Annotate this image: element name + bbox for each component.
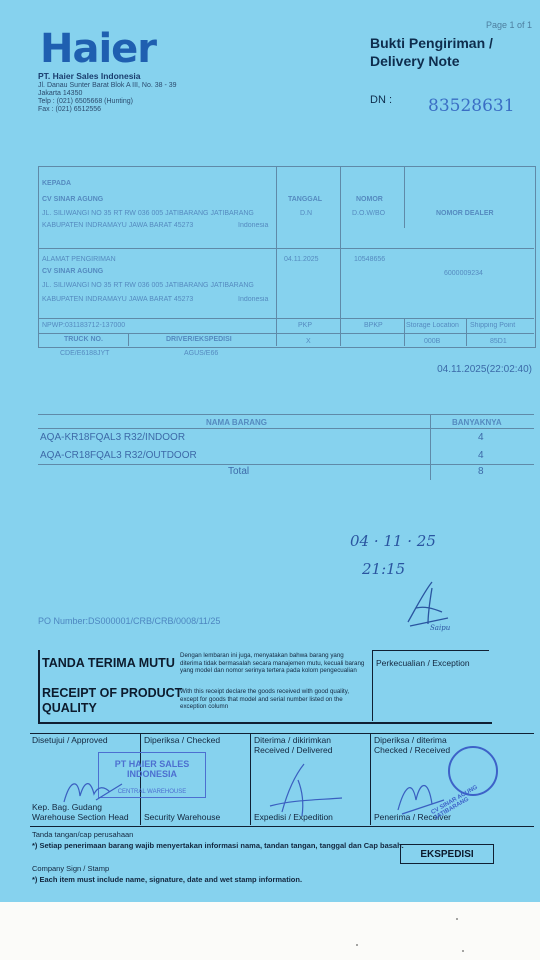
col-dn: D.N [300,210,313,217]
receipt-text-id: Dengan lembaran ini juga, menyatakan bahwa barang yang diterima tidak bermasalah secara manajemen mutu, kecuali barang yang model dan nomor serinya tertera pada kolom pengecualian [180,652,365,674]
truck-value: CDE/E6188JYT [60,350,110,357]
kepada-label: KEPADA [42,180,72,187]
frame-divider [404,166,405,228]
items-divider [430,414,431,480]
truck-label: TRUCK NO. [64,336,103,343]
company-name: PT. Haier Sales Indonesia [38,71,141,81]
recipient-name: CV SINAR AGUNG [42,196,104,203]
ship-name: CV SINAR AGUNG [42,268,104,275]
paper-speck [356,944,358,946]
item-row-qty: 4 [478,432,484,443]
footer-sign-en: Company Sign / Stamp [32,864,110,873]
items-qty-header: BANYAKNYA [452,418,502,427]
receiver-label: Penerima / Receiver [374,812,452,822]
sign-received-label-1: Diperiksa / diterima [374,735,447,745]
pkp-value: X [306,338,311,345]
address-line: Jakarta 14350 [38,90,83,97]
frame-divider [466,318,467,346]
col-dowbo: D.O.W/BO [352,210,386,217]
date-value: 04.11.2025 [284,256,319,263]
stamp-text-2: CENTRAL WAREHOUSE [117,789,187,795]
frame-divider [404,318,405,346]
recipient-country: Indonesia [238,222,269,229]
print-datetime: 04.11.2025(22:02:40) [437,364,532,375]
ship-label: ALAMAT PENGIRIMAN [42,256,116,263]
security-label: Security Warehouse [144,812,221,822]
paper-speck [462,950,464,952]
recipient-address-1: JL. SILIWANGI NO 35 RT RW 036 005 JATIBARANG JATIBARANG [42,210,254,217]
ship-country: Indonesia [238,296,269,303]
sign-checked-label: Diperiksa / Checked [144,735,221,745]
ekspedisi-box: EKSPEDISI [400,844,494,864]
receiver-stamp-text: CV SINAR AGUNG JATIBARANG [430,784,479,822]
do-value: 10548656 [354,256,386,263]
frame-divider [340,166,341,346]
haier-logo: Haier [40,26,157,72]
signature-divider [250,733,251,825]
items-total-value: 8 [478,466,484,477]
document-title [370,34,493,70]
items-rule [38,428,534,429]
signature-scribble-expedition [262,760,352,818]
driver-label: DRIVER/EKSPEDISI [166,336,232,343]
footer-note-id: *) Setiap penerimaan barang wajib menyertakan informasi nama, tandan tangan, tanggal dan Cap basah. [32,841,404,850]
recipient-address-2: KABUPATEN INDRAMAYU JAWA BARAT 45273 [42,222,194,229]
sign-delivered-label-2: Received / Delivered [254,745,333,755]
title-line-2: Delivery Note [370,53,460,69]
driver-value: AGUS/E66 [184,350,219,357]
frame-rule [38,248,534,249]
expedition-label: Expedisi / Expedition [254,812,333,822]
address-line: Fax : (021) 6512556 [38,106,102,113]
receipt-title-id: TANDA TERIMA MUTU [42,656,175,670]
paper-speck [456,918,458,920]
col-nomor-dealer: NOMOR DEALER [436,210,494,217]
sign-received-label-2: Checked / Received [374,745,451,755]
items-name-header: NAMA BARANG [206,418,268,427]
item-row-name: AQA-CR18FQAL3 R32/OUTDOOR [40,450,197,461]
item-row-name: AQA-KR18FQAL3 R32/INDOOR [40,432,186,443]
frame-rule [38,333,534,334]
po-number: PO Number:DS000001/CRB/CRB/0008/11/25 [38,616,221,626]
frame-divider [128,333,129,346]
signature-divider [370,733,371,825]
receipt-text-en: With this receipt declare the goods received with good quality, except for goods that model and serial number listed on the exception column [180,688,350,710]
handwritten-time: 21:15 [362,560,406,578]
receipt-title-en-2: QUALITY [42,701,97,715]
title-line-1: Bukti Pengiriman / [370,35,493,51]
col-nomor: NOMOR [356,196,383,203]
sign-approved-label: Disetujui / Approved [32,735,108,745]
sign-delivered-label-1: Diterima / dikirimkan [254,735,331,745]
address-line: Telp : (021) 6505668 (Hunting) [38,98,133,105]
page-number: Page 1 of 1 [485,20,532,30]
ship-address-1: JL. SILIWANGI NO 35 RT RW 036 005 JATIBARANG JATIBARANG [42,282,254,289]
frame-divider [276,166,277,346]
item-row-qty: 4 [478,450,484,461]
items-rule [38,464,534,465]
storage-location-label: Storage Location [406,322,459,329]
dealer-value: 6000009234 [444,270,483,277]
receipt-title-en-1: RECEIPT OF PRODUCT [42,686,183,700]
dn-number: 83528631 [428,96,515,116]
storage-value: 000B [424,338,441,345]
exception-label: Perkecualian / Exception [376,658,470,668]
stamp-text-1: PT HAIER SALES INDONESIA [114,759,190,779]
col-tanggal: TANGGAL [288,196,323,203]
pkp-label: PKP [298,322,313,329]
shipping-value: 85D1 [490,338,507,345]
warehouse-head-label-2: Warehouse Section Head [32,812,129,822]
warehouse-head-label-1: Kep. Bag. Gudang [32,802,102,812]
bpkp-label: BPKP [364,322,383,329]
frame-rule [38,318,534,319]
signature-scribble-receiver [392,770,452,820]
handwritten-initials: Saipu [430,624,451,632]
footer-sign-id: Tanda tangan/cap perusahaan [32,830,134,839]
address-line: Jl. Danau Sunter Barat Blok A III, No. 38 - 39 [38,82,177,89]
footer-note-en: *) Each item must include name, signature, date and wet stamp information. [32,875,303,884]
dn-label: DN : [370,94,392,106]
ship-address-2: KABUPATEN INDRAMAYU JAWA BARAT 45273 [42,296,194,303]
shipping-point-label: Shipping Point [470,322,516,329]
handwritten-date: 04 · 11 · 25 [350,532,436,550]
signature-scribble-approved [60,772,130,808]
items-total-label: Total [228,466,250,477]
npwp: NPWP:031183712-137000 [42,322,126,329]
